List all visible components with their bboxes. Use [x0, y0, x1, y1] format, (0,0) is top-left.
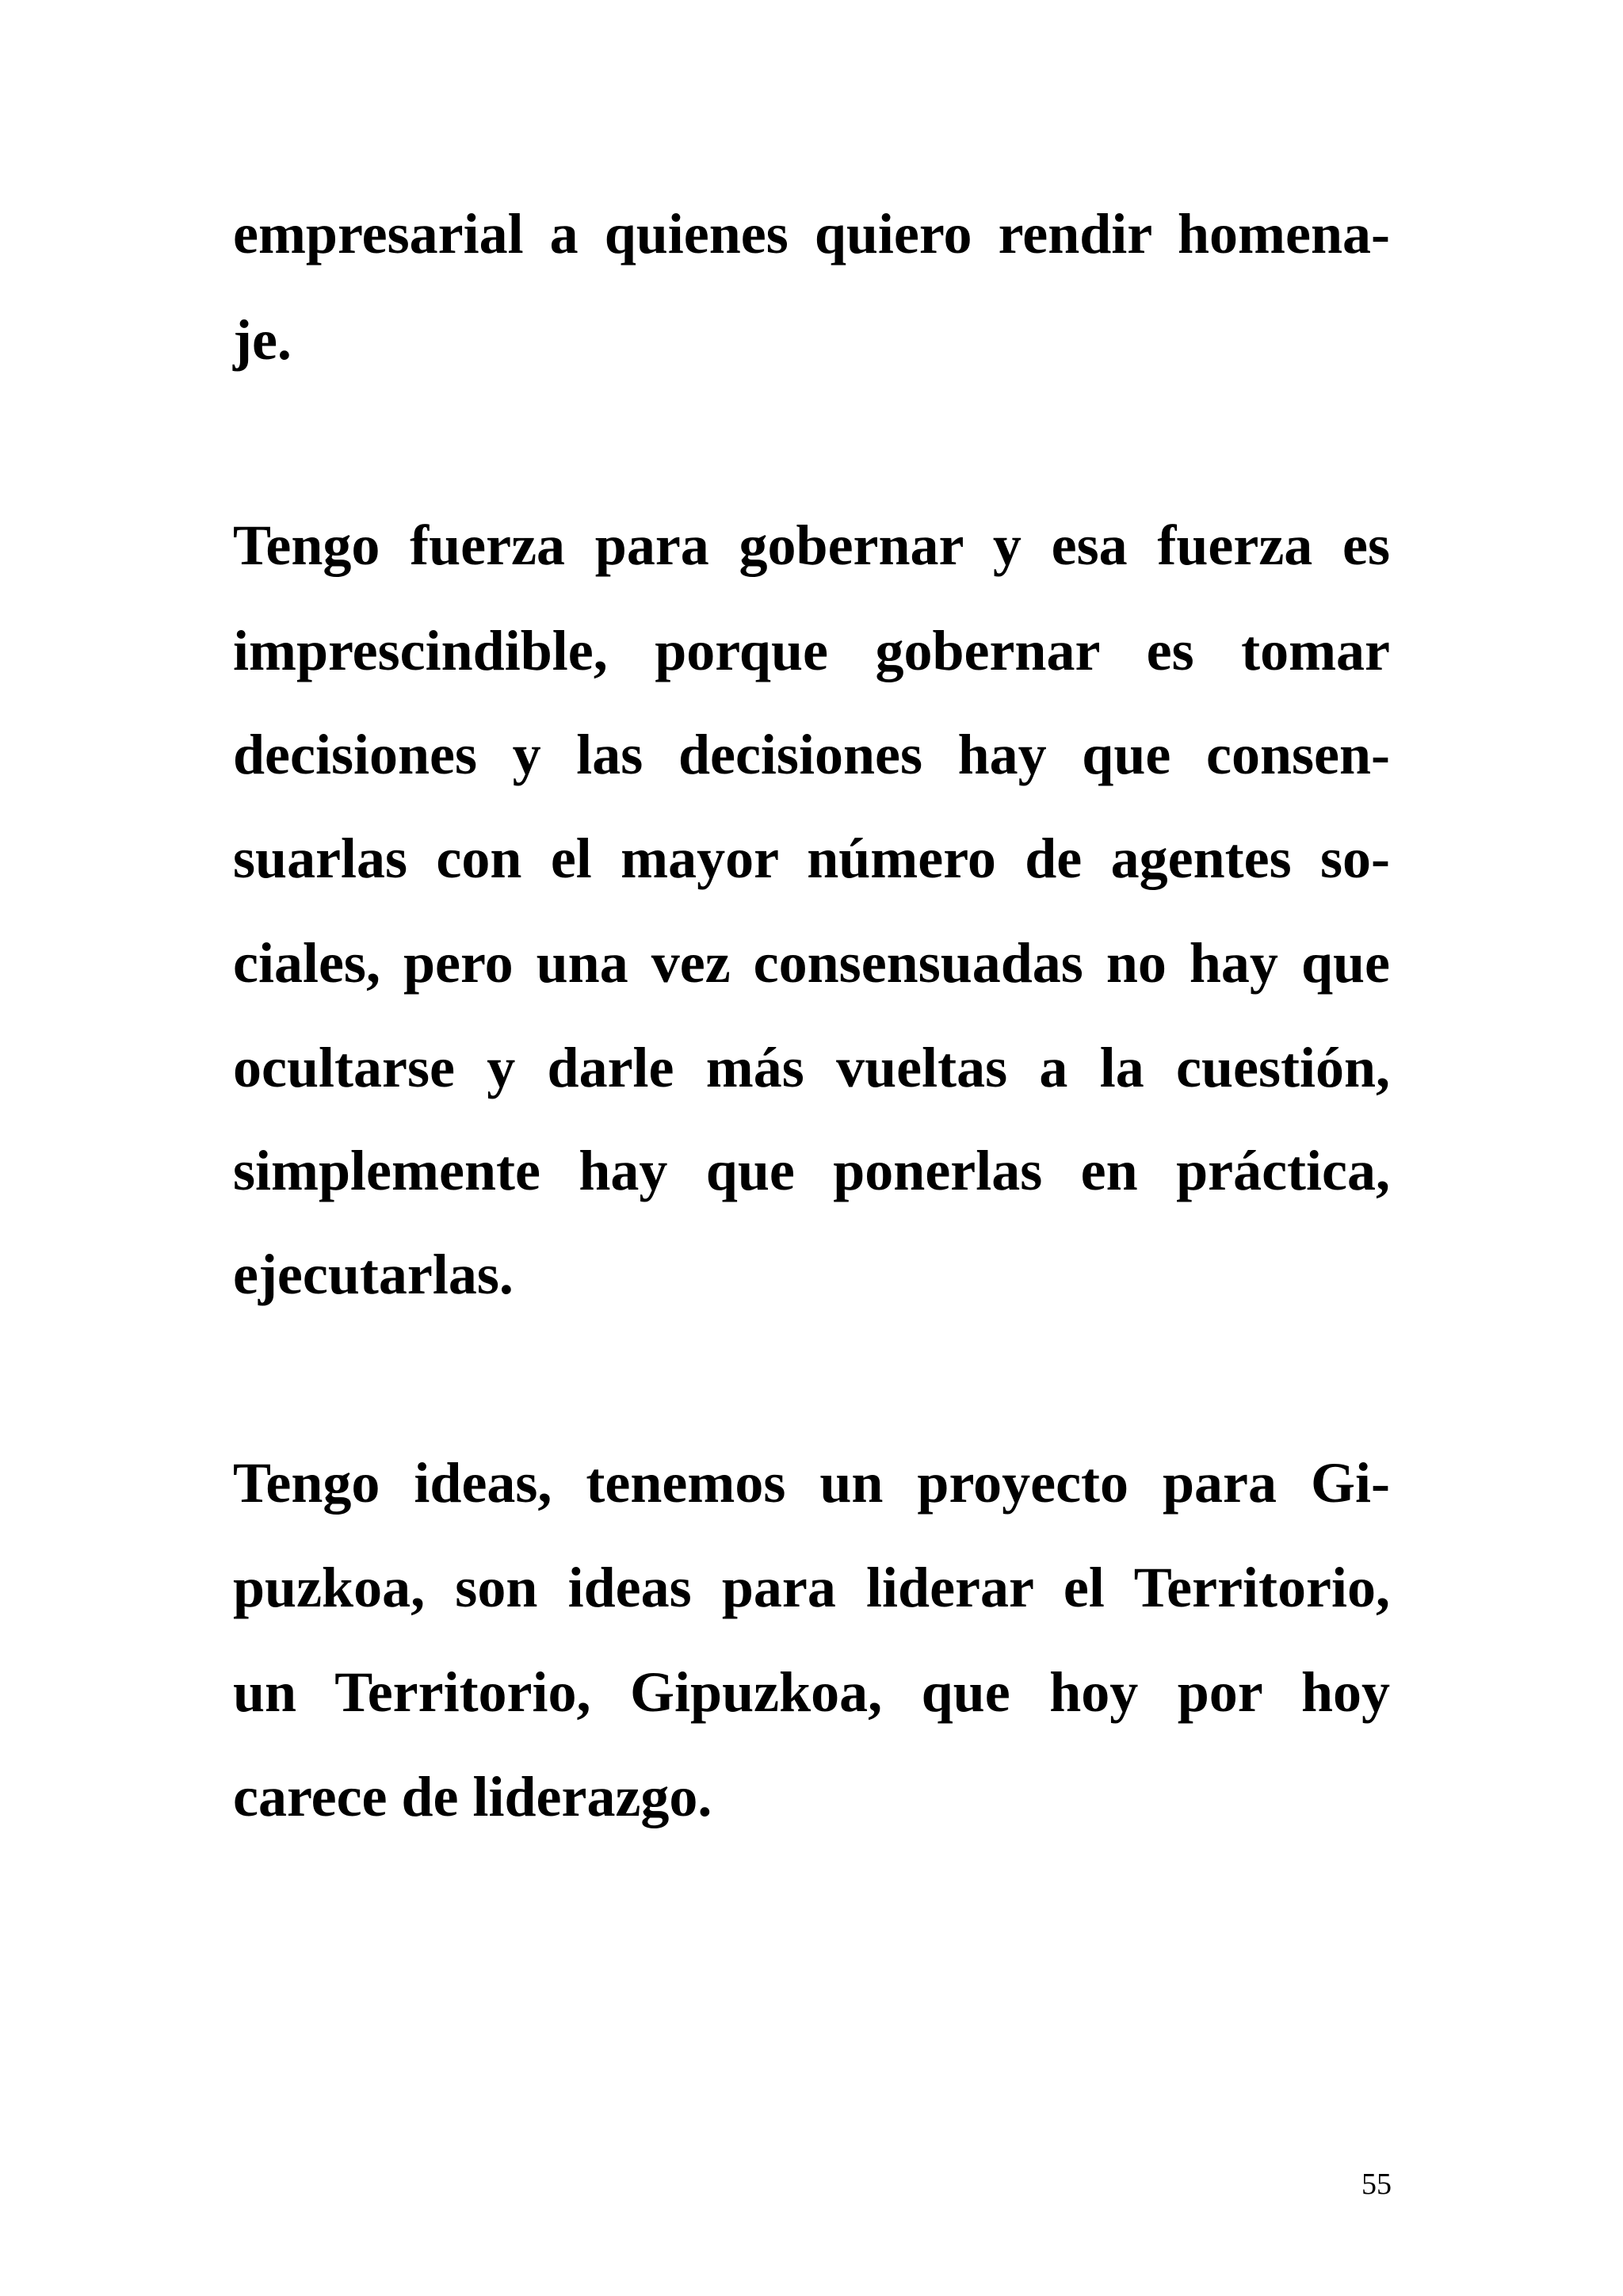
text-line: empresarial a quienes quiero rendir homena-	[233, 202, 1390, 266]
text-line: puzkoa, son ideas para liderar el Territorio,	[233, 1556, 1390, 1619]
text-line: imprescindible, porque gobernar es tomar	[233, 619, 1390, 682]
text-line: ejecutarlas.	[233, 1243, 514, 1306]
text-line: un Territorio, Gipuzkoa, que hoy por hoy	[233, 1660, 1390, 1724]
text-line: decisiones y las decisiones hay que consen-	[233, 723, 1390, 786]
text-line: Tengo fuerza para gobernar y esa fuerza es	[233, 514, 1390, 577]
text-line: ciales, pero una vez consensuadas no hay que	[233, 931, 1390, 995]
text-line: je.	[233, 308, 292, 372]
text-line: Tengo ideas, tenemos un proyecto para Gi-	[233, 1451, 1390, 1515]
text-line: suarlas con el mayor número de agentes so-	[233, 827, 1390, 890]
text-line: simplemente hay que ponerlas en práctica,	[233, 1139, 1390, 1202]
text-line: ocultarse y darle más vueltas a la cuestión,	[233, 1036, 1390, 1099]
text-line: carece de liderazgo.	[233, 1765, 712, 1828]
page-number: 55	[1361, 2168, 1392, 2201]
